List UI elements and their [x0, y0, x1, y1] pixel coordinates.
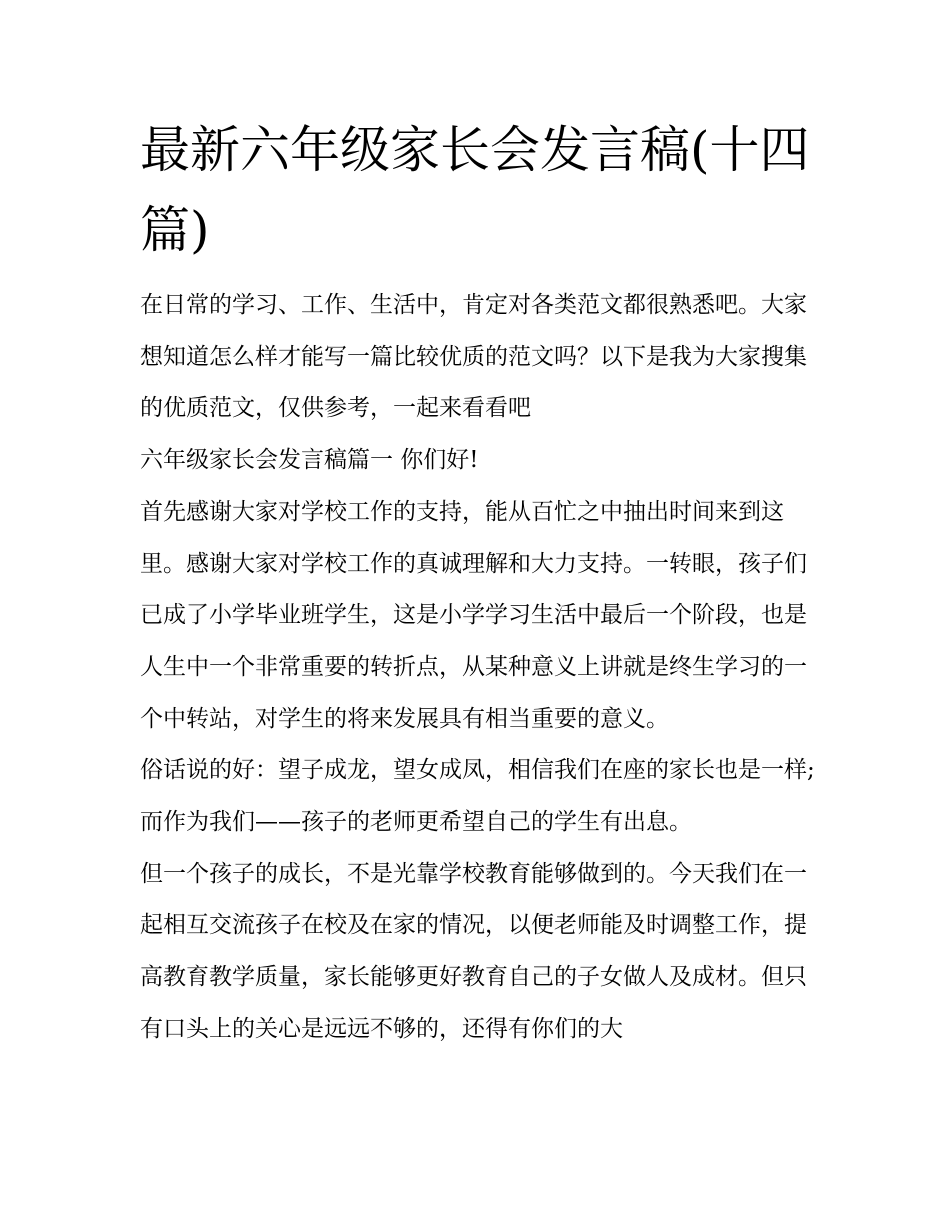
paragraph-intro: 在日常的学习、工作、生活中，肯定对各类范文都很熟悉吧。大家想知道怎么样才能写一篇比较优质的范文吗？以下是我为大家搜集的优质范文，仅供参考，一起来看看吧	[140, 292, 807, 422]
document-page	[140, 110, 815, 1056]
paragraph-growth: 但一个孩子的成长，不是光靠学校教育能够做到的。今天我们在一起相互交流孩子在校及在家的情况，以便老师能及时调整工作，提高教育教学质量，家长能够更好教育自己的子女做人及成材。但只有口头上的关心是远远不够的，还得有你们的大	[140, 860, 807, 1042]
document-body	[140, 280, 815, 1056]
paragraph-proverb: 俗话说的好：望子成龙，望女成凤，相信我们在座的家长也是一样;而作为我们——孩子的老师更希望自己的学生有出息。	[140, 757, 815, 836]
paragraph-thanks: 首先感谢大家对学校工作的支持，能从百忙之中抽出时间来到这里。感谢大家对学校工作的真诚理解和大力支持。一转眼，孩子们已成了小学毕业班学生，这是小学学习生活中最后一个阶段，也是人生中一个非常重要的转折点，从某种意义上讲就是终生学习的一个中转站，对学生的将来发展具有相当重要的意义。	[140, 498, 807, 732]
document-title: 最新六年级家长会发言稿(十四篇)	[140, 121, 810, 259]
paragraph-heading-part-one: 六年级家长会发言稿篇一 你们好!	[140, 447, 479, 474]
